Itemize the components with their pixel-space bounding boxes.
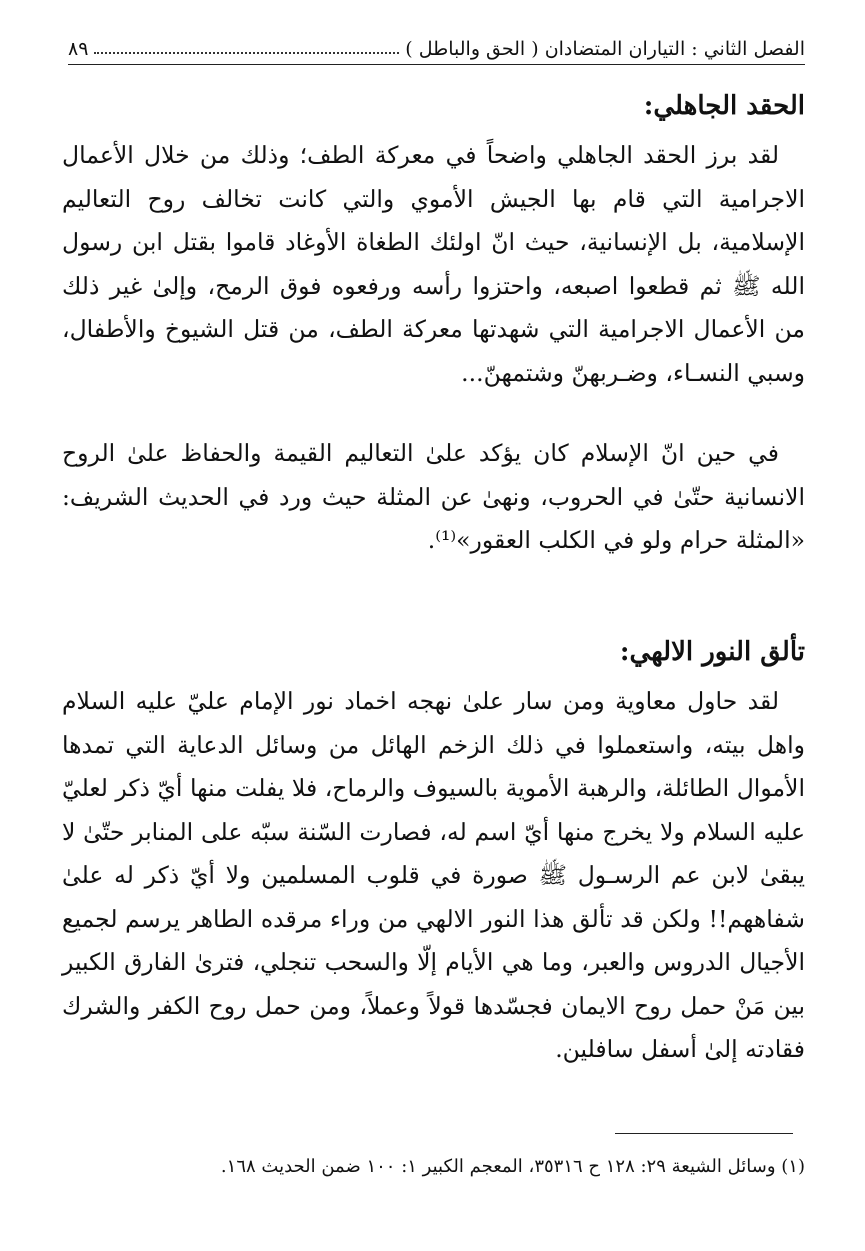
section-heading-hatred: الحقد الجاهلي: xyxy=(643,91,805,121)
chapter-title: الفصل الثاني : التياران المتضادان ( الحق والباطل ) xyxy=(405,38,805,60)
section-heading-divine-light: تألق النور الالهي: xyxy=(619,637,805,667)
dot-leader xyxy=(94,52,399,54)
paragraph-hatred-1: لقد برز الحقد الجاهلي واضحاً في معركة الطف؛ وذلك من خلال الأعمال الاجرامية التي قام بها الجيش الأموي والتي كانت تخالف روح التعاليم الإسلامية، بل الإنسانية، حيث انّ اولئك الطغاة الأوغاد قاموا بقتل ابن رسول الله ﷺ ثم قطعوا اصبعه، واحتزوا رأسه ورفعوه فوق الرمح، وإلىٰ غير ذلك من الأعمال الاجرامية التي شهدتها معركة الطف، من قتل الشيوخ والأطفال، وسبي النسـاء، وضـربهنّ وشتمهنّ... xyxy=(62,141,805,387)
paragraph-divine-light: لقد حاول معاوية ومن سار علىٰ نهجه اخماد نور الإمام عليّ عليه السلام واهل بيته، واستعملوا في ذلك الزخم الهائل من وسائل الدعاية التي تمدها الأموال الطائلة، والرهبة الأموية بالسيوف والرماح، فلا يفلت منها أيّ ذكر لعليّ عليه السلام ولا يخرج منها أيّ اسم له، فصارت السّنة سبّه على المنابر حتّىٰ لا يبقىٰ لابن عم الرسـول ﷺ صورة في قلوب المسلمين ولا أيّ ذكر له علىٰ شفاههم!! ولكن قد تألق هذا النور الالهي من وراء مرقده الطاهر يرسم لجميع الأجيال الدروس والعبر، وما هي الأيام إلّا والسحب تنجلي، فترىٰ الفارق الكبير بين مَنْ حمل روح الايمان فجسّدها قولاً وعملاً، ومن حمل روح الكفر والشرك فقادته إلىٰ أسفل سافلين. xyxy=(62,687,805,1063)
footnote: (١) وسائل الشيعة ٢٩: ١٢٨ ح ٣٥٣١٦، المعجم الكبير ١: ١٠٠ ضمن الحديث ١٦٨. xyxy=(220,1156,805,1177)
running-header xyxy=(68,34,805,65)
page-number: ٨٩ xyxy=(68,38,89,60)
paragraph-hatred-2: في حين انّ الإسلام كان يؤكد علىٰ التعاليم القيمة والحفاظ علىٰ الروح الانسانية حتّىٰ في الحروب، ونهىٰ عن المثلة حيث ورد في الحديث الشريف: «المثلة حرام ولو في الكلب العقور»⁽¹⁾. xyxy=(62,439,805,554)
footnote-separator xyxy=(615,1133,793,1134)
